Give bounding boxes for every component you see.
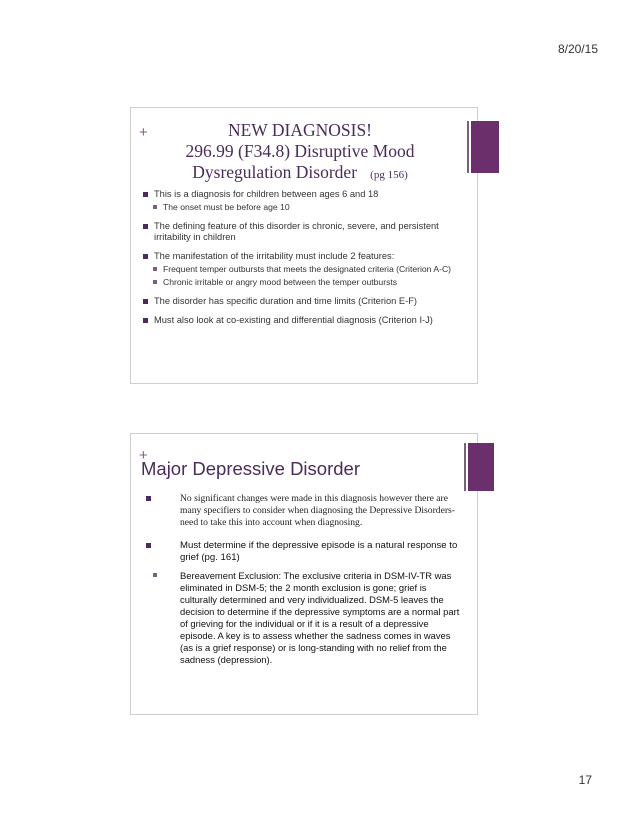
bullet-list bbox=[143, 189, 465, 326]
list-item: Bereavement Exclusion: The exclusive criteria in DSM-IV-TR was eliminated in DSM-5; the 2 month exclusion is gone; grief is culturally determined and very individualized. DSM-5 leaves the decision to determine if the depressive symptoms are a normal part of grieving for the individual or if it is a result of a depressive episode. A key is to assess whether the sadness comes in waves (as is a grief response) or is long-standing with no relief from the sadness (depression). bbox=[143, 570, 463, 666]
bullet-square-icon bbox=[143, 254, 148, 259]
slide-major-depressive bbox=[130, 433, 478, 715]
title-line-1: NEW DIAGNOSIS! bbox=[227, 120, 373, 140]
bullet-list bbox=[143, 493, 463, 666]
bullet-square-icon bbox=[153, 205, 157, 209]
list-item: The onset must be before age 10 bbox=[153, 202, 465, 213]
page-date: 8/20/15 bbox=[557, 42, 598, 56]
list-item: Must also look at co-existing and differential diagnosis (Criterion I-J) bbox=[143, 315, 465, 326]
bullet-square-icon bbox=[143, 192, 148, 197]
bullet-square-icon bbox=[153, 280, 157, 284]
list-item: No significant changes were made in this diagnosis however there are many specifiers to consider when diagnosing the Depressive Disorders- need to take this into account when diagnosing. bbox=[143, 493, 463, 529]
accent-line bbox=[467, 121, 469, 173]
bullet-square-icon bbox=[143, 299, 148, 304]
list-item: The disorder has specific duration and time limits (Criterion E-F) bbox=[143, 296, 465, 307]
title-page-ref: (pg 156) bbox=[370, 169, 408, 181]
page-number: 17 bbox=[578, 773, 592, 787]
bullet-square-icon bbox=[143, 224, 148, 229]
list-item: The manifestation of the irritability must include 2 features: bbox=[143, 251, 465, 262]
title-line-2: 296.99 (F34.8) Disruptive Mood bbox=[185, 141, 415, 161]
list-item: Frequent temper outbursts that meets the designated criteria (Criterion A-C) bbox=[153, 264, 465, 275]
title-text: Dysregulation Disorder bbox=[192, 162, 358, 182]
bullet-square-icon bbox=[153, 573, 157, 577]
slide-disruptive-mood bbox=[130, 107, 478, 384]
list-item: Must determine if the depressive episode is a natural response to grief (pg. 161) bbox=[143, 540, 463, 564]
bullet-square-icon bbox=[146, 496, 151, 501]
plus-icon: + bbox=[139, 124, 148, 141]
list-item: Chronic irritable or angry mood between the temper outbursts bbox=[153, 277, 465, 288]
bullet-square-icon bbox=[153, 267, 157, 271]
bullet-square-icon bbox=[146, 543, 151, 548]
list-item: The defining feature of this disorder is chronic, severe, and persistent irritability in children bbox=[143, 221, 465, 243]
list-item: This is a diagnosis for children between ages 6 and 18 bbox=[143, 189, 465, 200]
accent-line bbox=[464, 443, 466, 491]
slide-title: Major Depressive Disorder bbox=[141, 458, 360, 479]
accent-block bbox=[471, 121, 499, 173]
bullet-square-icon bbox=[143, 318, 148, 323]
accent-block bbox=[468, 443, 494, 491]
plus-icon: + bbox=[139, 447, 148, 464]
title-line-3 bbox=[151, 162, 449, 186]
slide-title bbox=[151, 120, 449, 186]
